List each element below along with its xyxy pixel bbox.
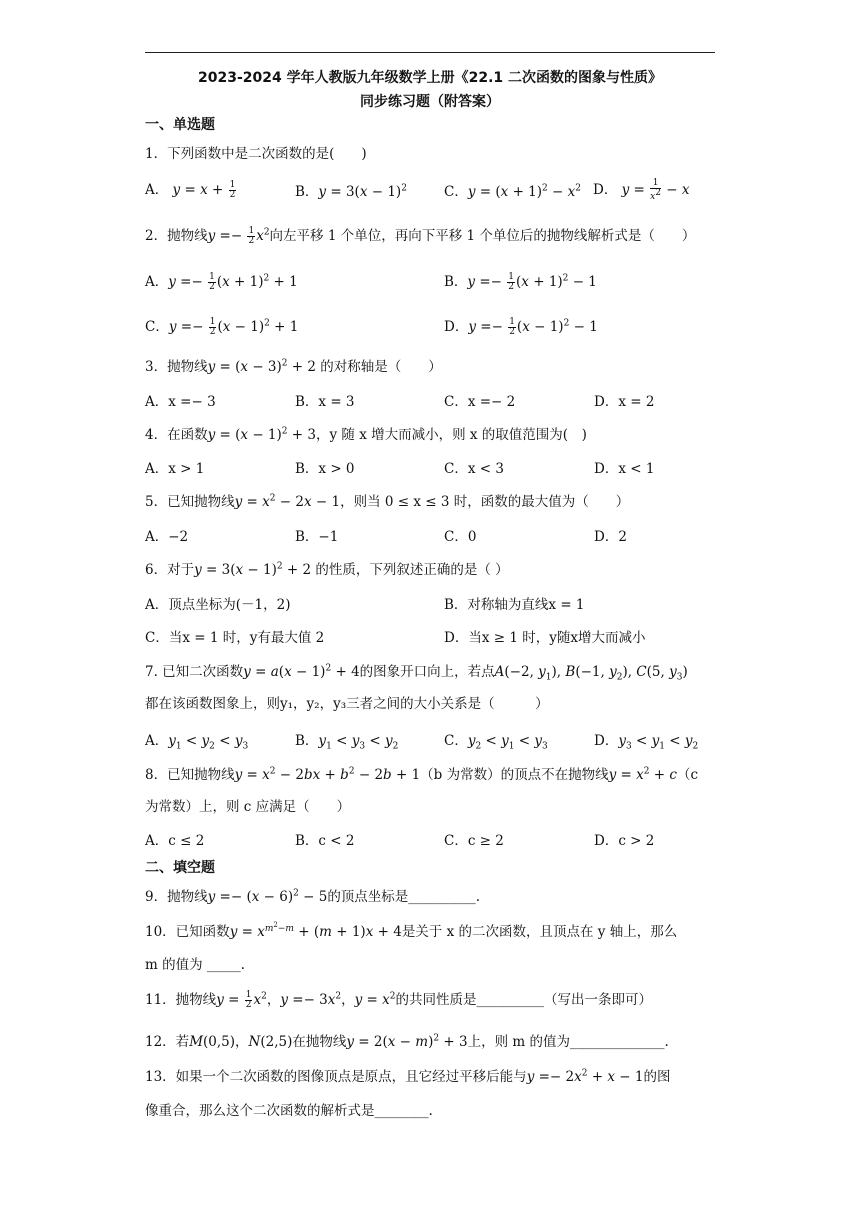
page-subtitle: 同步练习题（附答案） — [360, 94, 500, 110]
q8-option-d: D．c > 2 — [594, 833, 655, 849]
q6-option-b: B．对称轴为直线x = 1 — [444, 597, 585, 613]
q1-option-b: B．$y = 3(x - 1)^2$ — [295, 183, 407, 200]
page-title: 2023-2024 学年人教版九年级数学上册《22.1 二次函数的图象与性质》 — [197, 70, 663, 86]
question-7: 7. 已知二次函数$y = a(x - 1)^2 + 4$的图象开口向上，若点A(−2, $y_1$), B(−1, $y_2$), C(5, $y_3$) — [145, 663, 688, 683]
section-single-choice: 一、单选题 — [145, 117, 215, 133]
q7-option-d: D．$y_3 < y_1 < y_2$ — [594, 733, 699, 752]
question-2: 2．抛物线y =− $\frac{1}{2}$ $x^2$向左平移 1 个单位，再向下平移 1 个单位后的抛物线解析式是（ ） — [145, 226, 696, 246]
q3-option-b: B．x = 3 — [295, 394, 355, 410]
q4-option-b: B．x > 0 — [295, 461, 355, 477]
q6-option-d: D．当x ≥ 1 时，y随x增大而减小 — [444, 630, 646, 646]
question-1: 1．下列函数中是二次函数的是( ) — [145, 146, 367, 162]
q8-option-a: A．c ≤ 2 — [145, 833, 205, 849]
question-10-line2: m 的值为 _____. — [145, 957, 245, 973]
q5-option-b: B．−1 — [295, 529, 339, 545]
q7-option-c: C．$y_2 < y_1 < y_3$ — [444, 733, 548, 752]
q8-option-c: C．c ≥ 2 — [444, 833, 504, 849]
question-11: 11．抛物线y = $\frac{1}{2}$ $x^2$，$y =- 3x^2$，$y = x^2$的共同性质是__________（写出一条即可） — [145, 990, 653, 1010]
question-8-line2: 为常数）上，则 c 应满足（ ） — [145, 799, 351, 815]
question-7-line2: 都在该函数图象上，则y₁，y₂，y₃三者之间的大小关系是（ ） — [145, 696, 549, 712]
q4-option-a: A．x > 1 — [145, 461, 205, 477]
q8-option-b: B．c < 2 — [295, 833, 355, 849]
q3-option-c: C．x =− 2 — [444, 394, 516, 410]
q1-option-c: C．$y = (x + 1)^2 - x^2$ — [444, 183, 582, 200]
q2-option-b: B．y =− $\frac{1}{2}$ $(x + 1)^2 - 1$ — [444, 272, 597, 292]
q7-option-a: A．$y_1 < y_2 < y_3$ — [145, 733, 249, 752]
question-6: 6．对于$y = 3(x - 1)^2 + 2$ 的性质，下列叙述正确的是（ ） — [145, 561, 509, 578]
question-12: 12．若M(0,5)，N(2,5)在抛物线$y = 2(x - m)^2 + 3$上，则 m 的值为______________. — [145, 1033, 669, 1050]
q4-option-d: D．x < 1 — [594, 461, 655, 477]
q4-option-c: C．x < 3 — [444, 461, 504, 477]
q2-option-a: A．y =− $\frac{1}{2}$ $(x + 1)^2 + 1$ — [145, 272, 298, 292]
q2-option-c: C．y =− $\frac{1}{2}$ $(x - 1)^2 + 1$ — [145, 317, 299, 337]
q5-option-d: D．2 — [594, 529, 627, 545]
question-13-line2: 像重合，那么这个二次函数的解析式是________. — [145, 1103, 433, 1119]
q3-option-d: D．x = 2 — [594, 394, 655, 410]
question-10: 10．已知函数$y = x^{m^2-m} + (m + 1)x + 4$是关于 x 的二次函数，且顶点在 y 轴上，那么 — [145, 920, 678, 940]
question-13: 13．如果一个二次函数的图像顶点是原点，且它经过平移后能与$y =- 2x^2 + x - 1$的图 — [145, 1068, 671, 1085]
question-3: 3．抛物线$y = (x - 3)^2 + 2$ 的对称轴是（ ） — [145, 358, 442, 375]
q5-option-a: A．−2 — [145, 529, 189, 545]
q7-option-b: B．$y_1 < y_3 < y_2$ — [295, 733, 399, 752]
q3-option-a: A．x =− 3 — [145, 394, 216, 410]
section-fill-in: 二、填空题 — [145, 860, 215, 876]
q1-option-d: D． y = $\frac{1}{x^2}$ − x — [593, 178, 690, 202]
q1-option-a: A． y = x + $\frac{1}{2}$ — [145, 180, 236, 200]
question-4: 4．在函数$y = (x - 1)^2 + 3$，y 随 x 增大而减小，则 x 的取值范围为( ) — [145, 426, 587, 443]
q5-option-c: C．0 — [444, 529, 477, 545]
q2-option-d: D．y =− $\frac{1}{2}$ $(x - 1)^2 - 1$ — [444, 317, 598, 337]
q6-option-a: A．顶点坐标为(－1，2) — [145, 597, 291, 613]
question-8: 8．已知抛物线$y = x^2 - 2bx + b^2 - 2b + 1(b$ 为常数）的顶点不在抛物线$y = x^2 + c(c$ — [145, 766, 699, 783]
question-9: 9．抛物线$y =- (x - 6)^2 - 5$的顶点坐标是__________. — [145, 888, 481, 905]
q6-option-c: C．当x = 1 时，y有最大值 2 — [145, 630, 325, 646]
question-5: 5．已知抛物线$y = x^2 - 2x - 1$，则当 0 ≤ x ≤ 3 时，函数的最大值为（ ） — [145, 493, 630, 510]
header-rule — [145, 52, 715, 53]
